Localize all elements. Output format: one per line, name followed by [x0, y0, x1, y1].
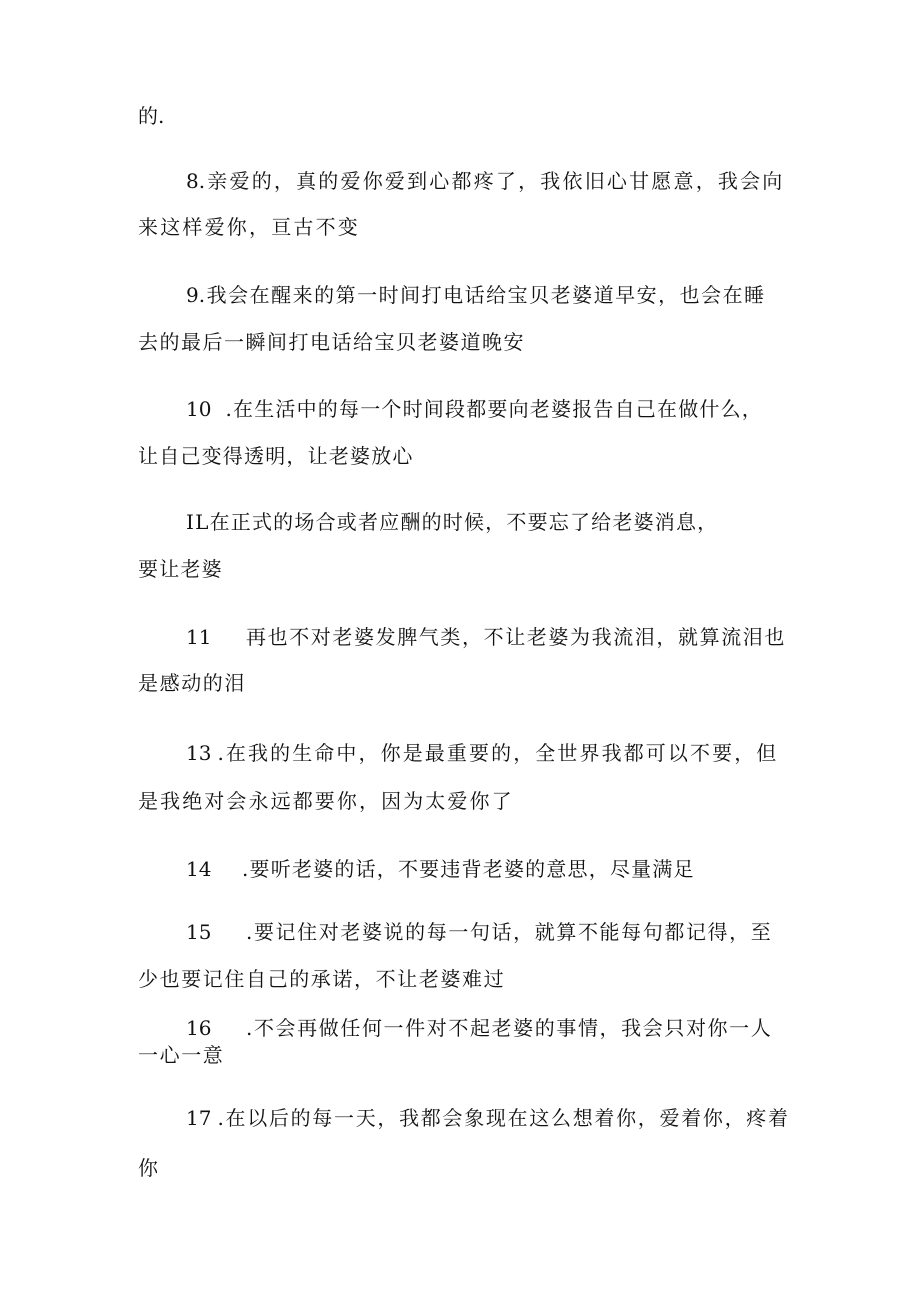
list-item-10: [186, 396, 763, 422]
item-text: .要听老婆的话，不要违背老婆的意思，尽量满足: [242, 857, 695, 881]
text-line: [138, 788, 514, 814]
item-text: .在生活中的每一个时间段都要向老婆报告自己在做什么，: [225, 397, 764, 421]
text-line: [138, 329, 525, 355]
list-item-8: [186, 168, 785, 194]
text-line: [138, 214, 360, 240]
list-item-11: [186, 624, 786, 650]
list-item-17: [186, 1105, 790, 1131]
text-line: [138, 1155, 158, 1181]
item-number: 13: [186, 741, 212, 765]
item-text: .亲爱的，真的爱你爱到心都疼了，我依旧心甘愿意，我会向: [198, 169, 785, 193]
text-line: [138, 1042, 224, 1068]
item-number: 9: [186, 283, 199, 307]
list-item-13: [186, 740, 778, 766]
text-line: [138, 103, 164, 129]
item-text: 再也不对老婆发脾气类，不让老婆为我流泪，就算流泪也: [246, 625, 786, 649]
item-number: 11: [186, 625, 212, 649]
item-text: .要记住对老婆说的每一句话，就算不能每句都记得，至: [246, 920, 773, 944]
text-line: [186, 509, 718, 535]
list-item-15: [186, 919, 772, 945]
line-text: 来这样爱你，亘古不变: [138, 215, 360, 239]
text-line: [138, 556, 223, 582]
item-number: 15: [186, 920, 212, 944]
line-text: 要让老婆: [138, 557, 223, 581]
line-text: 让自己变得透明，让老婆放心: [138, 444, 414, 468]
line-text: 一心一意: [138, 1043, 225, 1067]
line-text: 的.: [138, 104, 165, 128]
text-line: [138, 966, 505, 992]
line-text: 你: [138, 1156, 158, 1180]
list-item-9: [186, 282, 766, 308]
item-number: 17: [186, 1106, 212, 1130]
text-line: [138, 443, 414, 469]
item-text: .在以后的每一天，我都会象现在这么想着你，爱着你，疼着: [217, 1106, 790, 1130]
item-text: .在我的生命中，你是最重要的，全世界我都可以不要，但: [217, 741, 779, 765]
item-number: 10: [186, 397, 212, 421]
item-number: 8: [186, 169, 199, 193]
item-number: 16: [186, 1016, 212, 1040]
text-line: [138, 670, 246, 696]
line-text: 去的最后一瞬间打电话给宝贝老婆道晚安: [138, 330, 525, 354]
item-number: 14: [186, 857, 212, 881]
item-text: .不会再做任何一件对不起老婆的事情，我会只对你一人: [246, 1016, 773, 1040]
line-text: 是我绝对会永远都要你，因为太爱你了: [138, 789, 514, 813]
line-text: 少也要记住自己的承诺，不让老婆难过: [138, 967, 506, 991]
line-text: 是感动的泪: [138, 671, 246, 695]
line-text: IL在正式的场合或者应酬的时候，不要忘了给老婆消息，: [186, 510, 719, 534]
list-item-16: [186, 1015, 772, 1041]
list-item-14: [186, 856, 695, 882]
item-text: .我会在醒来的第一时间打电话给宝贝老婆道早安，也会在睡: [198, 283, 766, 307]
